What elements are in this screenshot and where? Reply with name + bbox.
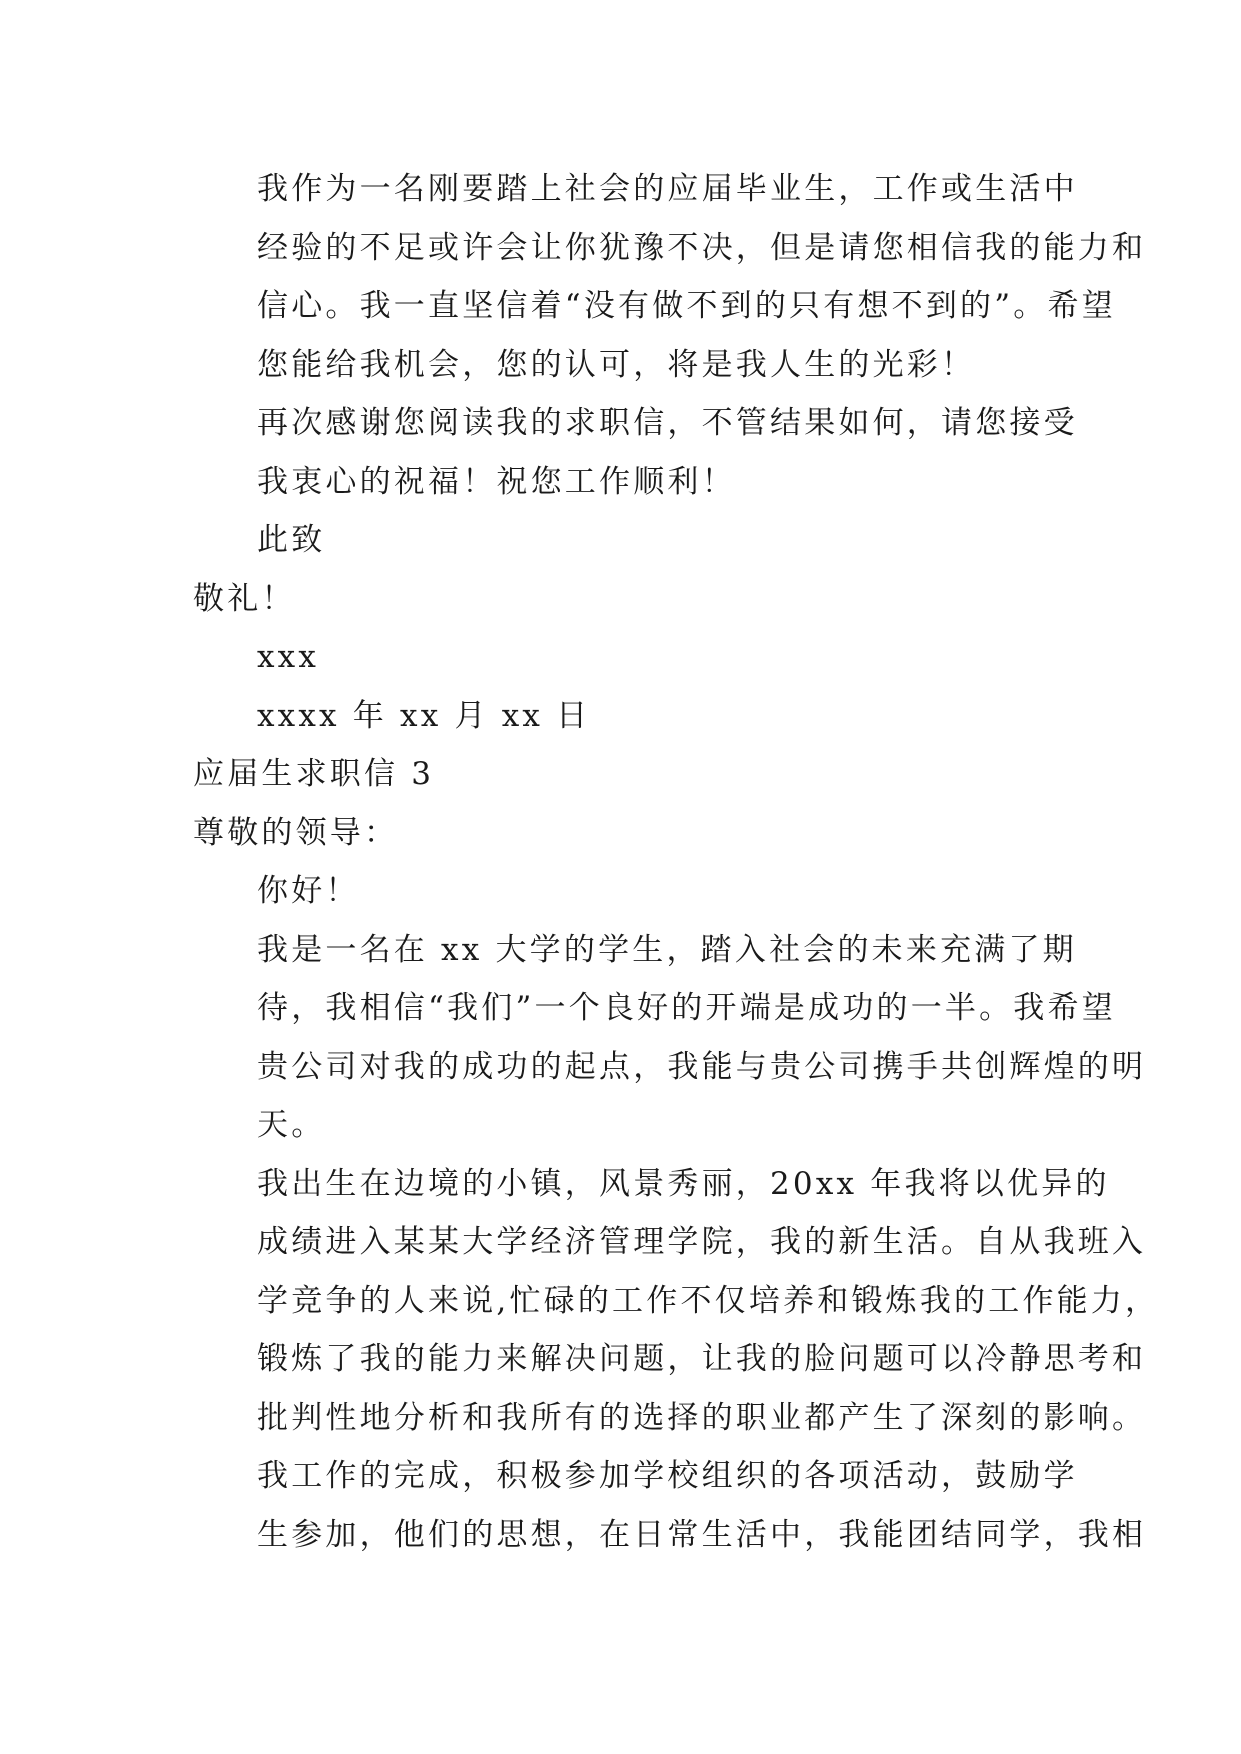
text-line: 我工作的完成，积极参加学校组织的各项活动，鼓励学 — [257, 1458, 1078, 1494]
paragraph — [193, 1155, 1160, 1448]
text-line: 此致 — [257, 522, 326, 558]
paragraph — [193, 862, 1053, 921]
text-line: 天。 — [257, 1107, 326, 1143]
text-line: 生参加，他们的思想，在日常生活中，我能团结同学，我相 — [257, 1516, 1147, 1553]
text-line: 我衷心的祝福！祝您工作顺利！ — [257, 463, 736, 500]
text-line: 敬礼！ — [193, 580, 296, 617]
text-line: 锻炼了我的能力来解决问题，让我的脸问题可以冷静思考和 — [257, 1341, 1147, 1377]
text-line: 经验的不足或许会让你犹豫不决，但是请您相信我的能力和 — [257, 229, 1147, 266]
text-line: xxx — [257, 639, 320, 675]
paragraph — [193, 921, 1147, 1155]
text-line: 成绩进入某某大学经济管理学院，我的新生活。自从我班入 — [257, 1224, 1147, 1260]
paragraph — [193, 687, 1053, 746]
paragraph — [193, 628, 1053, 687]
paragraph — [193, 394, 1078, 511]
text-line: 我出生在边境的小镇，风景秀丽，20xx 年我将以优异的 — [257, 1165, 1110, 1202]
letter-body — [193, 160, 1160, 1564]
text-line: 待，我相信“我们”一个良好的开端是成功的一半。我希望 — [257, 990, 1116, 1026]
paragraph — [193, 160, 1147, 394]
text-line: 你好！ — [257, 873, 360, 909]
text-line: xxxx 年 xx 月 xx 日 — [257, 697, 591, 734]
text-line: 再次感谢您阅读我的求职信，不管结果如何，请您接受 — [257, 405, 1078, 441]
paragraph — [193, 570, 1053, 629]
paragraph — [193, 1447, 1147, 1564]
paragraph — [193, 511, 1053, 570]
paragraph — [193, 804, 1053, 863]
text-line: 我是一名在 xx 大学的学生，踏入社会的未来充满了期 — [257, 931, 1077, 968]
text-line: 学竞争的人来说,忙碌的工作不仅培养和锻炼我的工作能力， — [257, 1282, 1160, 1319]
text-line: 我作为一名刚要踏上社会的应届毕业生，工作或生活中 — [257, 171, 1078, 207]
text-line: 批判性地分析和我所有的选择的职业都产生了深刻的影响。 — [257, 1399, 1147, 1436]
text-line: 应届生求职信 3 — [193, 756, 435, 792]
text-line: 贵公司对我的成功的起点，我能与贵公司携手共创辉煌的明 — [257, 1048, 1147, 1085]
text-line: 信心。我一直坚信着“没有做不到的只有想不到的”。希望 — [257, 288, 1116, 324]
text-line: 您能给我机会，您的认可，将是我人生的光彩！ — [257, 346, 976, 383]
text-line: 尊敬的领导： — [193, 814, 399, 851]
paragraph — [193, 745, 1053, 804]
